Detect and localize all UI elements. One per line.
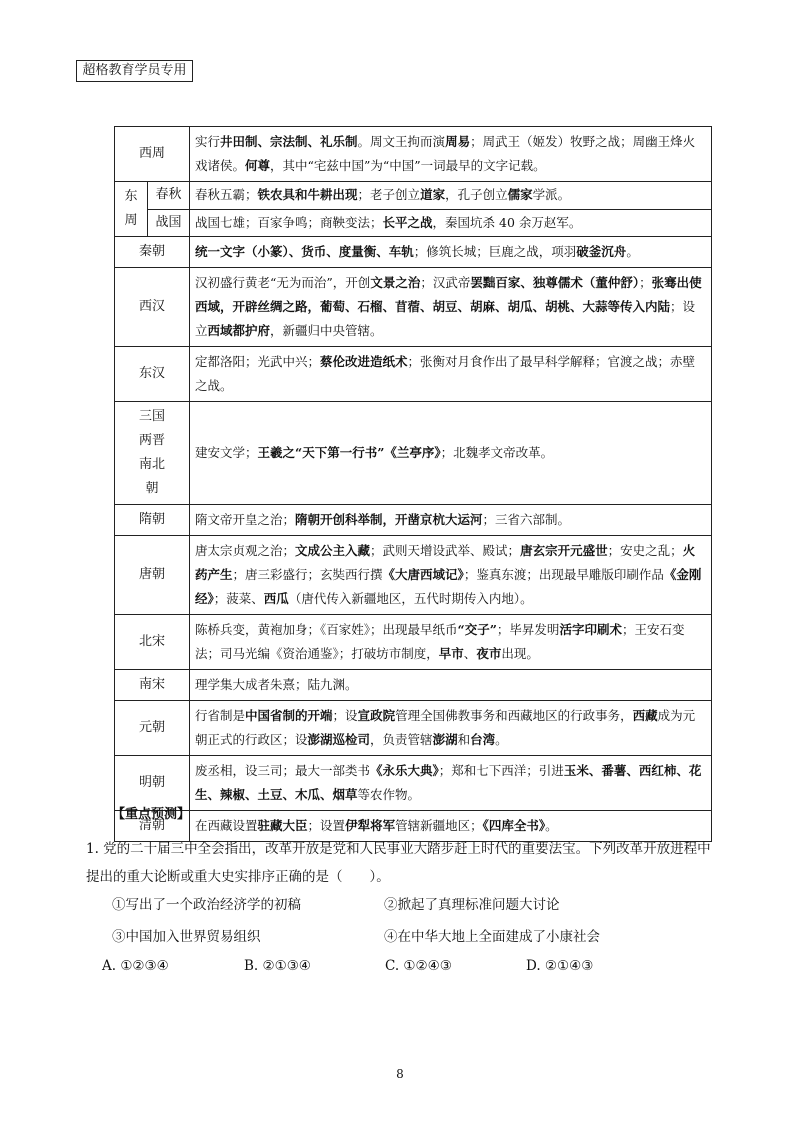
content-cell: [190, 347, 712, 402]
era-cell: 隋朝: [115, 505, 190, 536]
content-cell: [190, 209, 712, 237]
key-term: 《四库全书》: [482, 818, 546, 833]
text-segment: 陈桥兵变，黄袍加身；《百家姓》；出现最早纸币: [195, 622, 458, 637]
key-term: 井田制、宗法制、礼乐制: [220, 134, 358, 149]
question-stem: 1. 党的二十届三中全会指出，改革开放是党和人民事业大踏步赶上时代的重要法宝。下列改革开放进程中提出的重大论断或重大史实排序正确的是（ ）。: [86, 841, 711, 885]
text-segment: 理学集大成者朱熹；陆九渊。: [195, 677, 358, 692]
statement-item: ③中国加入世界贸易组织: [112, 929, 261, 945]
text-segment: ；三省六部制。: [482, 512, 571, 527]
era-cell: 春秋: [148, 182, 190, 210]
key-term: 西藏: [632, 708, 658, 723]
key-term: 周易: [445, 134, 471, 149]
text-segment: 。周文王拘而演: [357, 134, 446, 149]
answer-choice[interactable]: B. ②①③④: [244, 958, 311, 974]
text-segment: ；菠菜、: [213, 591, 264, 606]
key-term: 铁农具和牛耕出现: [257, 187, 358, 203]
text-segment: ；周武王（姬发）牧野之战；周幽王烽火戏诸侯。: [195, 134, 696, 173]
key-term: 文成公主入藏: [295, 543, 371, 558]
table-row: [115, 347, 712, 402]
content-cell: [190, 402, 712, 505]
table-row: [115, 127, 712, 182]
table-row: [115, 402, 712, 505]
era-cell: 秦朝: [115, 237, 190, 268]
text-segment: 春秋五霸；: [195, 187, 258, 203]
key-term: 活字印刷术: [559, 622, 622, 637]
page-number: 8: [396, 1067, 404, 1081]
text-segment: ，秦国坑杀 40 余万赵军。: [432, 214, 582, 230]
content-cell: [190, 701, 712, 756]
text-segment: ，负责管辖: [370, 732, 433, 747]
text-segment: 、: [463, 646, 477, 661]
table-row: [115, 209, 712, 237]
key-term: 统一文字（小篆）、货币、度量衡、车轨: [195, 244, 414, 259]
content-cell: [190, 505, 712, 536]
key-term: 《金刚经》: [195, 567, 702, 606]
text-segment: ；唐三彩盛行；玄奘西行撰: [232, 567, 383, 582]
text-segment: ；毕昇发明: [496, 622, 560, 637]
key-term: 《大唐西域记》: [382, 567, 464, 582]
era-group-cell: 东周: [115, 182, 148, 237]
text-segment: 战国七雄；百家争鸣；商鞅变法；: [195, 214, 383, 230]
text-segment: 管理全国佛教事务和西藏地区的行政事务，: [395, 708, 633, 723]
table-row: [115, 701, 712, 756]
key-term: 玉米、番薯、西红柿、花生、辣椒、土豆、木瓜、烟草: [195, 763, 702, 802]
table-row: [115, 237, 712, 268]
text-segment: ；老子创立: [357, 187, 421, 203]
text-segment: 管辖新疆地区；: [395, 818, 483, 833]
content-cell: [190, 536, 712, 615]
content-cell: [190, 237, 712, 268]
text-segment: ；安史之乱；: [607, 543, 683, 558]
content-cell: [190, 182, 712, 210]
key-term: 澎湖巡检司: [307, 732, 371, 747]
section-title: 【重点预测】: [112, 807, 191, 822]
text-segment: ；张衡对月食作出了最早科学解释；官渡之战；赤壁之战。: [195, 354, 696, 393]
table-row: [115, 268, 712, 347]
text-segment: ；北魏孝文帝改革。: [440, 445, 554, 460]
era-cell: 战国: [148, 209, 190, 237]
text-segment: ；设立: [195, 299, 696, 338]
text-segment: 出现。: [501, 646, 539, 661]
text-segment: ，孔子创立: [445, 187, 508, 203]
key-term: 火药产生: [195, 543, 696, 582]
content-cell: [190, 127, 712, 182]
key-term: 驻藏大臣: [257, 818, 308, 833]
text-segment: 。: [626, 244, 639, 259]
text-segment: 成为元朝正式的行政区；设: [195, 708, 696, 747]
era-cell: 西周: [115, 127, 190, 182]
text-segment: ，其中“宅兹中国”为“中国”一词最早的文字记载。: [270, 158, 546, 173]
text-segment: 学派。: [532, 187, 571, 203]
text-segment: 行省制是: [195, 708, 246, 723]
answer-choice[interactable]: A. ①②③④: [102, 958, 169, 974]
era-cell: 唐朝: [115, 536, 190, 615]
key-term: 蔡伦改进造纸术: [320, 354, 408, 369]
content-cell: [190, 268, 712, 347]
key-term: 中国省制的开端: [245, 708, 333, 723]
era-cell: 元朝: [115, 701, 190, 756]
statement-item: ④在中华大地上全面建成了小康社会: [384, 929, 600, 945]
text-segment: ；王安石变法；司马光编《资治通鉴》；打破坊市制度，: [195, 622, 685, 661]
table-row: [115, 756, 712, 811]
content-cell: [190, 670, 712, 701]
key-term: 澎湖: [432, 732, 458, 747]
text-segment: 在西藏设置: [195, 818, 258, 833]
table-row: [115, 670, 712, 701]
text-segment: 实行: [195, 134, 221, 149]
text-segment: ；汉武帝: [420, 275, 471, 290]
text-segment: ；鉴真东渡；出现最早雕版印刷作品: [463, 567, 664, 582]
text-segment: ；: [639, 275, 652, 290]
text-segment: 和: [457, 732, 471, 747]
key-term: 儒家: [507, 187, 533, 203]
key-term: 早市: [438, 646, 464, 661]
key-term: 隋朝开创科举制，开凿京杭大运河: [295, 512, 483, 527]
era-cell: 北宋: [115, 615, 190, 670]
key-term: 台湾: [470, 732, 496, 747]
table-row: [115, 536, 712, 615]
key-term: 宣政院: [357, 708, 396, 723]
text-segment: ，新疆归中央管辖。: [270, 323, 383, 338]
key-term: 夜市: [476, 646, 502, 661]
content-cell: [190, 756, 712, 811]
key-term: 文景之治: [370, 275, 421, 290]
text-segment: 唐太宗贞观之治；: [195, 543, 296, 558]
text-segment: （唐代传入新疆地区，五代时期传入内地）。: [288, 591, 533, 606]
era-cell: 东汉: [115, 347, 190, 402]
text-segment: 隋文帝开皇之治；: [195, 512, 296, 527]
era-cell: 明朝: [115, 756, 190, 811]
answer-choice[interactable]: D. ②①④③: [526, 958, 594, 974]
key-term: 西瓜: [263, 591, 289, 606]
answer-choice[interactable]: C. ①②④③: [385, 958, 452, 974]
era-cell: 三国两晋南北朝: [115, 402, 190, 505]
key-term: “交子”: [457, 622, 497, 637]
text-segment: 。: [495, 732, 508, 747]
era-cell: 西汉: [115, 268, 190, 347]
text-segment: 等农作物。: [357, 787, 421, 802]
usage-badge: 超格教育学员专用: [76, 60, 193, 82]
text-segment: ；郑和七下西洋；引进: [438, 763, 564, 778]
key-term: 长平之战: [382, 214, 433, 230]
key-term: 破釜沉舟: [576, 244, 627, 259]
text-segment: ；设置: [307, 818, 346, 833]
text-segment: ；设: [332, 708, 358, 723]
key-term: 道家: [420, 187, 446, 203]
text-segment: 定都洛阳；光武中兴；: [195, 354, 321, 369]
era-cell: 南宋: [115, 670, 190, 701]
table-row: [115, 182, 712, 210]
text-segment: ；修筑长城；巨鹿之战，项羽: [413, 244, 577, 259]
key-term: 伊犁将军: [345, 818, 396, 833]
key-term: 王羲之“天下第一行书”《兰亭序》: [257, 445, 441, 460]
key-term: 何尊: [245, 158, 271, 173]
table-row: [115, 615, 712, 670]
statement-item: ②掀起了真理标准问题大讨论: [384, 897, 560, 913]
statement-item: ①写出了一个政治经济学的初稿: [112, 897, 301, 913]
text-segment: ；武则天增设武举、殿试；: [370, 543, 521, 558]
history-table: [114, 126, 712, 842]
era-cell: 清朝: [115, 811, 190, 842]
key-term: 西域都护府: [207, 323, 271, 338]
question-block: [86, 835, 716, 891]
table-row: [115, 505, 712, 536]
text-segment: 。: [545, 818, 558, 833]
content-cell: [190, 615, 712, 670]
text-segment: 汉初盛行黄老“无为而治”，开创: [195, 275, 371, 290]
key-term: 唐玄宗开元盛世: [520, 543, 608, 558]
key-term: 张骞出使西域，开辟丝绸之路，葡萄、石榴、苜蓿、胡豆、胡麻、胡瓜、胡桃、大蒜等传入内陆: [195, 275, 702, 314]
text-segment: 建安文学；: [195, 445, 258, 460]
text-segment: 废丞相，设三司；最大一部类书: [195, 763, 371, 778]
key-term: 《永乐大典》: [370, 763, 439, 778]
key-term: 罢黜百家、独尊儒术（董仲舒）: [470, 275, 640, 290]
